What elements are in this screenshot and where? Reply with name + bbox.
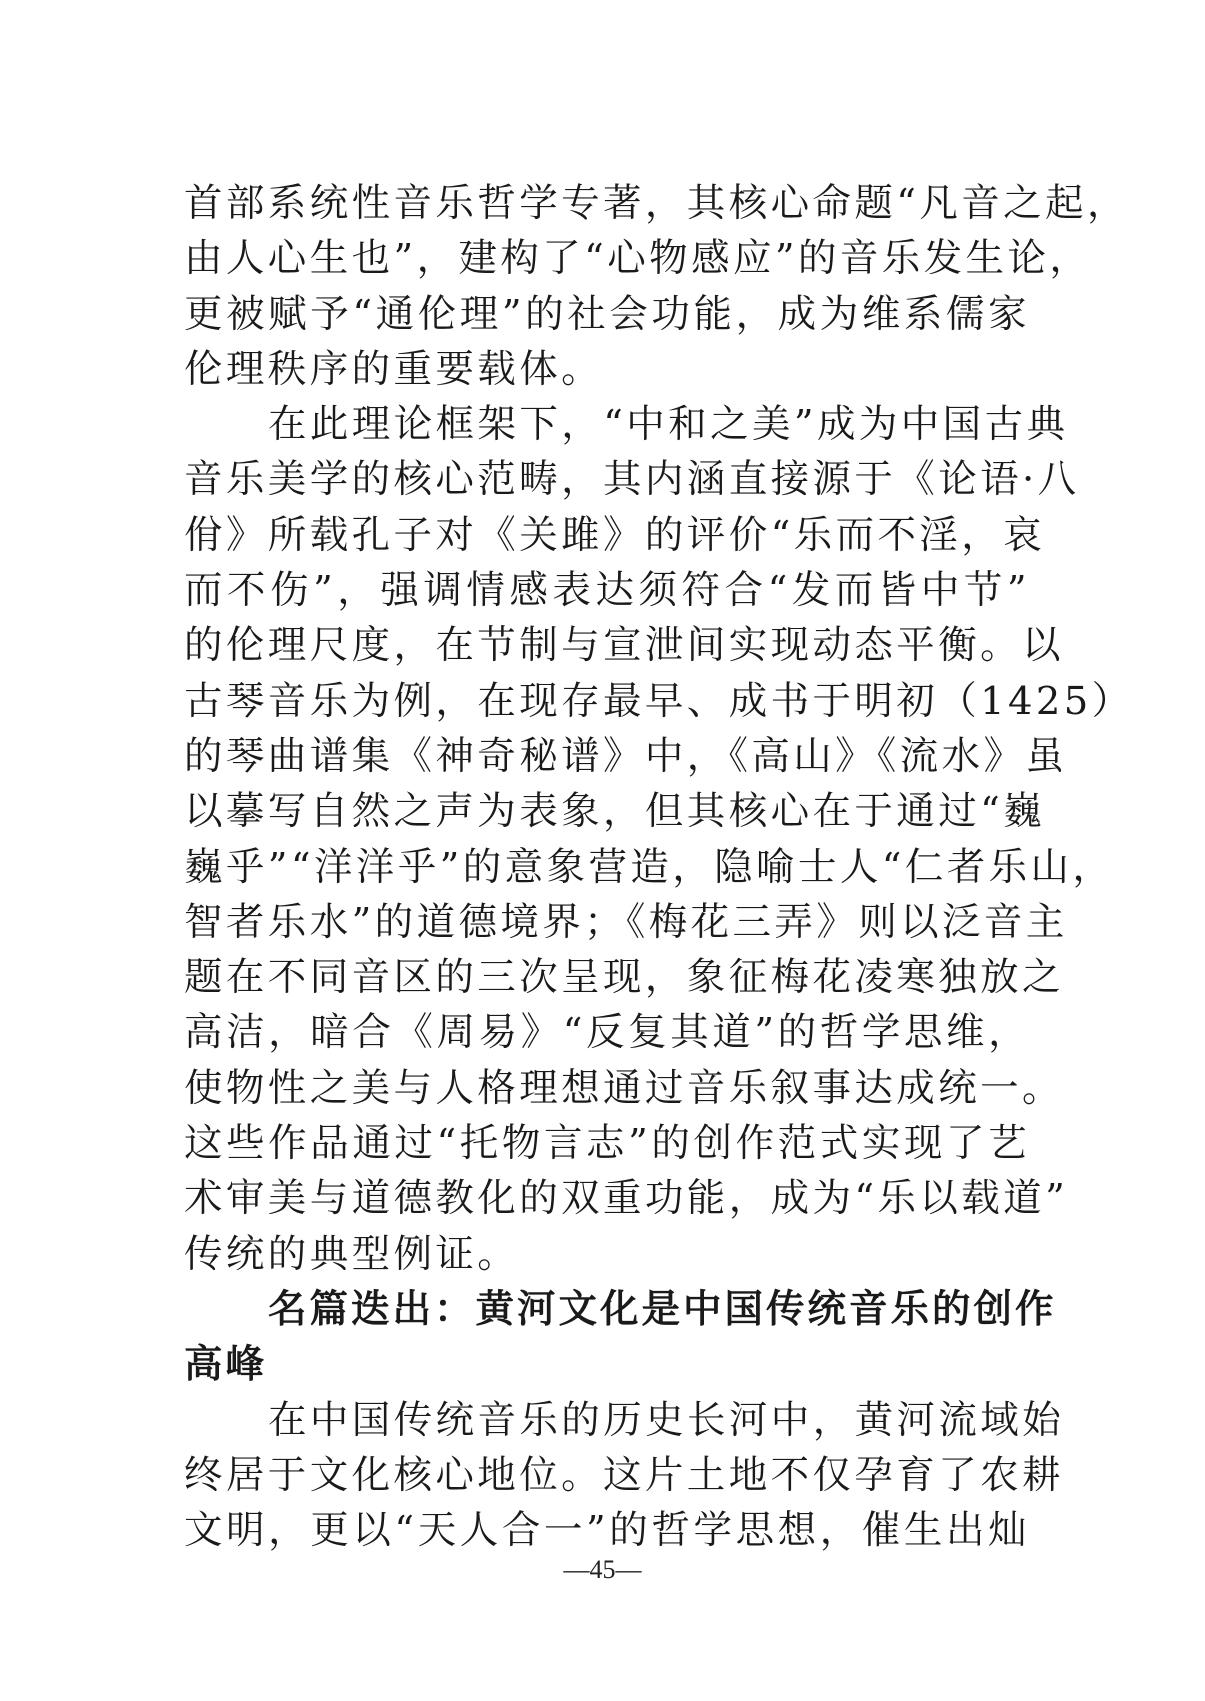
text-line: 而不伤”，强调情感表达须符合“发而皆中节” (184, 568, 1030, 614)
paragraph-zhonghe-aesthetics (184, 397, 1134, 1282)
section-heading (184, 1282, 1057, 1393)
text-line: 的琴曲谱集《神奇秘谱》中，《高山》《流水》虽 (184, 733, 1068, 779)
text-line: 终居于文化核心地位。这片土地不仅孕育了农耕 (184, 1452, 1064, 1498)
text-line: 这些作品通过“托物言志”的创作范式实现了艺 (184, 1121, 1030, 1167)
text-line: 文明，更以“天人合一”的哲学思想，催生出灿 (184, 1508, 1030, 1554)
text-line: 伦理秩序的重要载体。 (184, 346, 604, 392)
text-line: 高洁，暗合《周易》“反复其道”的哲学思维， (184, 1010, 1030, 1056)
paragraph-music-philosophy (184, 176, 1129, 397)
text-line: 佾》所载孔子对《关雎》的评价“乐而不淫，哀 (184, 512, 1046, 558)
text-line: 传统的典型例证。 (184, 1231, 520, 1277)
text-line: 题在不同音区的三次呈现，象征梅花凌寒独放之 (184, 955, 1064, 1001)
text-line: 由人心生也”，建构了“心物感应”的音乐发生论， (184, 236, 1092, 282)
text-line: 首部系统性音乐哲学专著，其核心命题“凡音之起， (184, 181, 1129, 226)
text-line: 在此理论框架下，“中和之美”成为中国古典 (268, 402, 1069, 448)
heading-line: 高峰 (184, 1342, 268, 1388)
text-line: 古琴音乐为例，在现存最早、成书于明初（1425） (184, 678, 1134, 724)
text-line: 术审美与道德教化的双重功能，成为“乐以载道” (184, 1176, 1069, 1222)
text-line: 音乐美学的核心范畴，其内涵直接源于《论语·八 (184, 457, 1080, 503)
text-line: 在中国传统音乐的历史长河中，黄河流域始 (268, 1397, 1065, 1443)
text-line: 智者乐水”的道德境界；《梅花三弄》则以泛音主 (184, 899, 1068, 945)
text-line: 使物性之美与人格理想通过音乐叙事达成统一。 (184, 1065, 1064, 1111)
text-line: 以摹写自然之声为表象，但其核心在于通过“巍 (184, 789, 1046, 835)
document-page (184, 176, 1134, 1558)
text-line: 的伦理尺度，在节制与宣泄间实现动态平衡。以 (184, 623, 1064, 669)
text-line: 更被赋予“通伦理”的社会功能，成为维系儒家 (184, 291, 1030, 337)
heading-line: 名篇迭出：黄河文化是中国传统音乐的创作 (268, 1286, 1057, 1332)
text-line: 巍乎”“洋洋乎”的意象营造，隐喻士人“仁者乐山， (184, 844, 1115, 890)
paragraph-yellow-river (184, 1393, 1065, 1559)
page-number: —45— (563, 1555, 642, 1584)
